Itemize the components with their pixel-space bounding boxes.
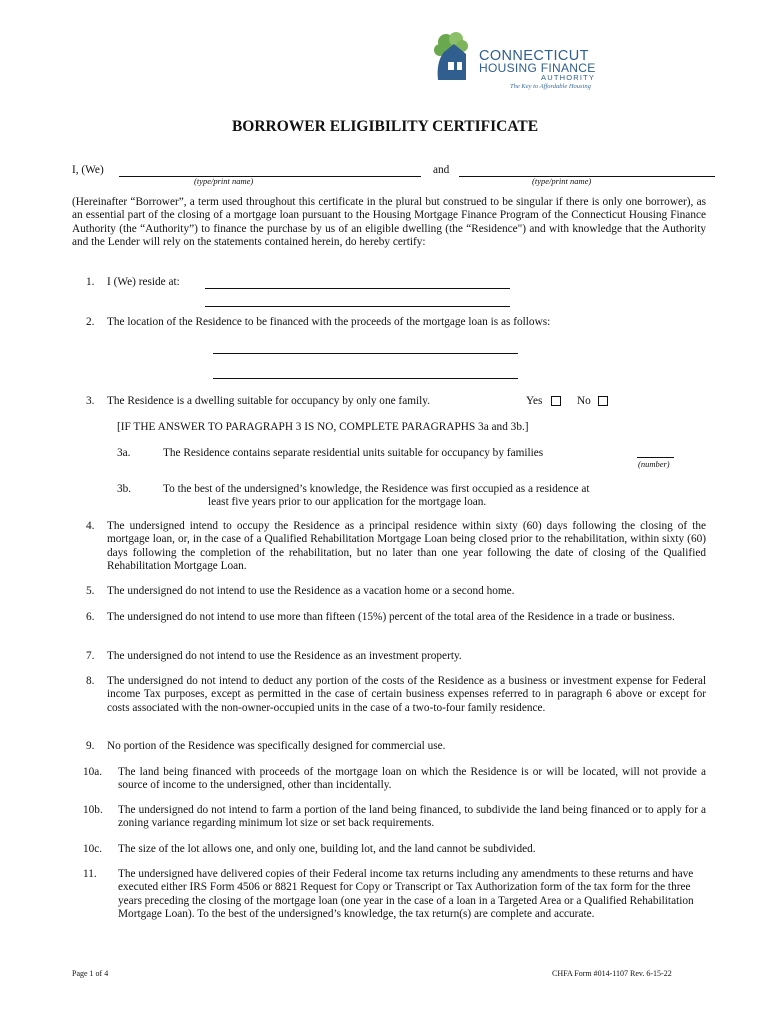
page-title: BORROWER ELIGIBILITY CERTIFICATE [231,118,539,135]
item-3-note: [IF THE ANSWER TO PARAGRAPH 3 IS NO, COMPLETE PARAGRAPHS 3a and 3b.] [117,421,529,433]
item-1-number: 1. [86,276,95,288]
yes-checkbox[interactable] [551,396,561,406]
item-10a-text: The land being financed with proceeds of the mortgage loan on which the Residence is or will be located, will not provide a source of income to the undersigned, other than incidentally. [118,766,706,792]
item-1-text: I (We) reside at: [107,276,180,288]
location-field-1[interactable] [213,353,518,354]
item-7-text: The undersigned do not intend to use the Residence as an investment property. [107,650,462,662]
item-10c-text: The size of the lot allows one, and only one, building lot, and the land cannot be subdivided. [118,843,536,855]
number-of-families-field[interactable] [637,457,674,458]
logo-tagline: The Key to Affordable Housing [510,83,591,90]
item-11-number: 11. [83,868,97,880]
item-11-text: The undersigned have delivered copies of their Federal income tax returns including any amendments to these returns and have executed either IRS Form 4506 or 8821 Request for Copy or Transcript or Tax Authorization form of the tax form for the three years preceding the closing of the mortgage loan (one year in the case of a loan in a Targeted Area or a Qualified Rehabilitation Mortgage Loan). To the best of the undersigned’s knowledge, the tax return(s) are complete and accurate. [118,868,694,921]
item-3a-text: The Residence contains separate residential units suitable for occupancy by families [163,447,544,459]
item-9-text: No portion of the Residence was specifically designed for commercial use. [107,740,446,752]
item-3-text: The Residence is a dwelling suitable for occupancy by only one family. [107,395,431,407]
item-2-text: The location of the Residence to be financed with the proceeds of the mortgage loan is as follows: [107,316,551,328]
and-label: and [433,164,450,176]
item-5-number: 5. [86,585,95,597]
item-10b-text: The undersigned do not intend to farm a portion of the land being financed, to subdivide the land being financed or to apply for a zoning variance regarding minimum lot size or set back requirements. [118,804,706,830]
item-3a-number: 3a. [117,447,131,459]
item-4-number: 4. [86,520,95,532]
item-6-text: The undersigned do not intend to use more than fifteen (15%) percent of the total area of the Residence in a trade or business. [107,611,675,623]
item-7-number: 7. [86,650,95,662]
house-tree-icon [432,32,476,84]
name-caption-1: (type/print name) [194,176,254,186]
form-number: CHFA Form #014-1107 Rev. 6-15-22 [552,969,672,978]
no-label: No [577,395,591,407]
item-6-number: 6. [86,611,95,623]
item-10b-number: 10b. [83,804,103,816]
item-3b-number: 3b. [117,483,132,495]
i-we-label: I, (We) [72,164,104,176]
item-3b-text-line2: least five years prior to our application for the mortgage loan. [208,496,487,508]
item-5-text: The undersigned do not intend to use the Residence as a vacation home or a second home. [107,585,515,597]
logo-line2: HOUSING FINANCE [479,61,596,75]
item-10a-number: 10a. [83,766,103,778]
location-field-2[interactable] [213,378,518,379]
residence-address-field-1[interactable] [205,288,510,289]
chfa-logo [432,32,612,94]
page-number: Page 1 of 4 [72,969,109,978]
item-8-number: 8. [86,675,95,687]
intro-paragraph: (Hereinafter “Borrower”, a term used throughout this certificate in the plural but construed to be singular if there is only one borrower), as an essential part of the closing of a mortgage loan pursuant to the Housing Mortgage Finance Program of the Connecticut Housing Finance Authority (the “Authority”) to finance the purchase by us of an eligible dwelling (the “Residence") and with knowledge that the Authority and the Lender will rely on the statements contained herein, do hereby certify: [72,196,706,249]
name-caption-2: (type/print name) [532,176,592,186]
item-3b-text-line1: To the best of the undersigned’s knowledge, the Residence was first occupied as a residence at [163,483,590,495]
no-checkbox[interactable] [598,396,608,406]
borrower-name-field-1[interactable] [119,176,421,177]
residence-address-field-2[interactable] [205,306,510,307]
item-3-number: 3. [86,395,95,407]
item-9-number: 9. [86,740,95,752]
item-8-text: The undersigned do not intend to deduct any portion of the costs of the Residence as a business or investment expense for Federal income Tax purposes, except as permitted in the case of certain business expenses referred to in paragraph 6 above or except for costs associated with the non-owner-occupied units in the case of a two-to-four family residence. [107,675,706,714]
item-4-text: The undersigned intend to occupy the Residence as a principal residence within sixty (60) days following the closing of the mortgage loan, or, in the case of a Qualified Rehabilitation Mortgage Loan being closed prior to the rehabilitation, within sixty (60) days following the completion of the rehabilitation, but no later than one year following the date of closing of the Qualified Rehabilitation Mortgage Loan. [107,520,706,573]
number-caption: (number) [638,459,670,469]
logo-line1: CONNECTICUT [479,48,589,64]
yes-label: Yes [526,395,543,407]
item-10c-number: 10c. [83,843,103,855]
item-2-number: 2. [86,316,95,328]
logo-line3: AUTHORITY [541,73,596,82]
